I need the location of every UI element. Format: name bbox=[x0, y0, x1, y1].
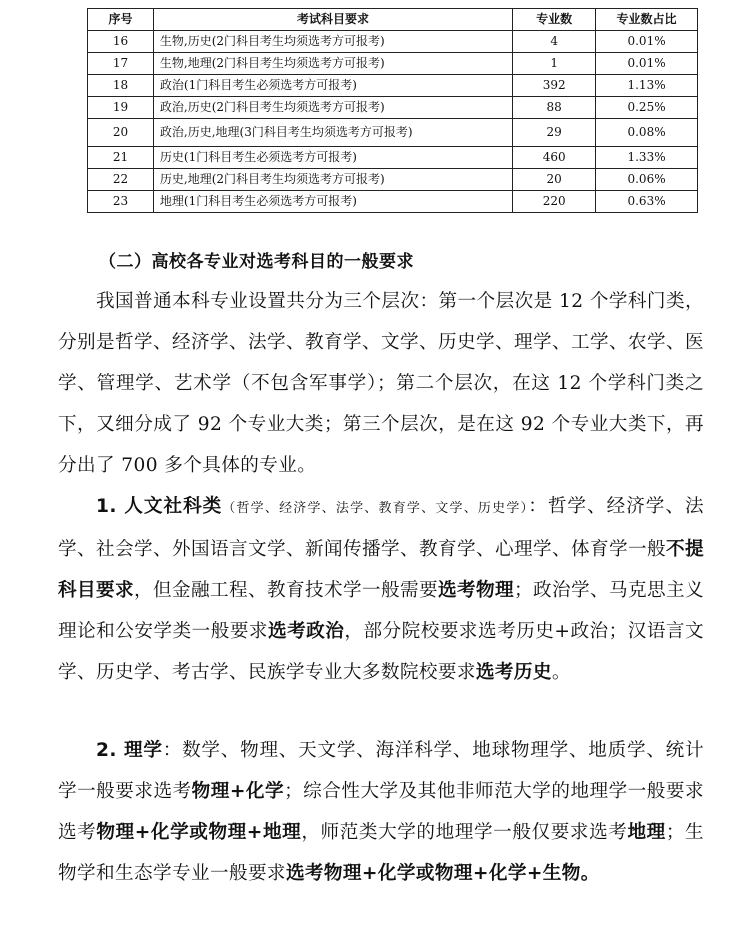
science-bold-3: 地理 bbox=[627, 822, 666, 843]
cell-count: 88 bbox=[513, 97, 596, 119]
intro-paragraph: 我国普通本科专业设置共分为三个层次：第一个层次是 12 个学科门类，分别是哲学、经济学、法学、教育学、文学、历史学、理学、工学、农学、医学、管理学、艺术学（不包含军事学）；第二个层次，在这 12 个学科门类之下，又细分成了 92 个专业大类；第三个层次，是在这 92 个专业大类下，再分出了 700 多个具体的专业。 bbox=[58, 291, 704, 476]
cell-percent: 0.06% bbox=[596, 169, 698, 191]
cell-no: 16 bbox=[88, 31, 154, 53]
table-row bbox=[88, 75, 698, 97]
header-percent: 专业数占比 bbox=[596, 9, 698, 31]
science-bold-4: 选考物理+化学或物理+化学+生物。 bbox=[285, 863, 600, 884]
humanities-text-2: ，但金融工程、教育技术学一般需要 bbox=[134, 580, 438, 601]
cell-requirement: 生物,历史(2门科目考生均须选考方可报考) bbox=[153, 31, 512, 53]
header-no: 序号 bbox=[88, 9, 154, 31]
cell-requirement: 生物,地理(2门科目考生均须选考方可报考) bbox=[153, 53, 512, 75]
table-row bbox=[88, 147, 698, 169]
cell-count: 392 bbox=[513, 75, 596, 97]
cell-count: 220 bbox=[513, 191, 596, 213]
cell-no: 19 bbox=[88, 97, 154, 119]
science-text-4: ；生物学和生态学专业一般要求 bbox=[58, 822, 704, 884]
table-row bbox=[88, 119, 698, 147]
cell-count: 4 bbox=[513, 31, 596, 53]
humanities-text-3: ；政治学、马克思主义理论和公安学类一般要求 bbox=[58, 580, 704, 642]
humanities-bold-3: 选考政治 bbox=[268, 621, 345, 642]
cell-percent: 0.01% bbox=[596, 31, 698, 53]
table-row bbox=[88, 97, 698, 119]
science-bold-1: 物理+化学 bbox=[191, 781, 285, 802]
table-header-row bbox=[88, 9, 698, 31]
science-title: 2. 理学 bbox=[96, 740, 163, 761]
cell-requirement: 政治,历史,地理(3门科目考生均须选考方可报考) bbox=[153, 119, 512, 147]
section-heading: （二）高校各专业对选考科目的一般要求 bbox=[99, 252, 414, 272]
cell-count: 1 bbox=[513, 53, 596, 75]
cell-percent: 0.08% bbox=[596, 119, 698, 147]
cell-no: 23 bbox=[88, 191, 154, 213]
cell-no: 20 bbox=[88, 119, 154, 147]
humanities-scope: （哲学、经济学、法学、教育学、文学、历史学） bbox=[222, 501, 529, 516]
table-row bbox=[88, 169, 698, 191]
cell-percent: 0.01% bbox=[596, 53, 698, 75]
cell-requirement: 历史,地理(2门科目考生均须选考方可报考) bbox=[153, 169, 512, 191]
cell-no: 22 bbox=[88, 169, 154, 191]
cell-no: 18 bbox=[88, 75, 154, 97]
cell-requirement: 政治,历史(2门科目考生均须选考方可报考) bbox=[153, 97, 512, 119]
header-count: 专业数 bbox=[513, 9, 596, 31]
science-paragraph bbox=[58, 730, 704, 894]
humanities-bold-1: 不提科目要求 bbox=[58, 539, 704, 601]
cell-count: 20 bbox=[513, 169, 596, 191]
cell-requirement: 历史(1门科目考生必须选考方可报考) bbox=[153, 147, 512, 169]
cell-no: 21 bbox=[88, 147, 154, 169]
cell-requirement: 政治(1门科目考生必须选考方可报考) bbox=[153, 75, 512, 97]
table-row bbox=[88, 31, 698, 53]
table-row bbox=[88, 191, 698, 213]
science-text-1: ：数学、物理、天文学、海洋科学、地球物理学、地质学、统计学一般要求选考 bbox=[58, 740, 704, 802]
humanities-text-5: 。 bbox=[551, 662, 571, 683]
humanities-text-1: ：哲学、经济学、法学、社会学、外国语言文学、新闻传播学、教育学、心理学、体育学一般 bbox=[58, 496, 704, 560]
header-requirement: 考试科目要求 bbox=[153, 9, 512, 31]
cell-percent: 0.63% bbox=[596, 191, 698, 213]
humanities-paragraph bbox=[58, 486, 704, 693]
cell-requirement: 地理(1门科目考生必须选考方可报考) bbox=[153, 191, 512, 213]
science-text-2: ；综合性大学及其他非师范大学的地理学一般要求选考 bbox=[58, 781, 704, 843]
humanities-title: 1. 人文社科类 bbox=[96, 496, 223, 517]
subject-requirements-table bbox=[87, 8, 698, 213]
science-bold-2: 物理+化学或物理+地理 bbox=[96, 822, 302, 843]
cell-percent: 0.25% bbox=[596, 97, 698, 119]
humanities-bold-2: 选考物理 bbox=[437, 580, 514, 601]
table-row bbox=[88, 53, 698, 75]
humanities-bold-4: 选考历史 bbox=[475, 662, 552, 683]
science-text-3: ，师范类大学的地理学一般仅要求选考 bbox=[301, 822, 628, 843]
cell-count: 460 bbox=[513, 147, 596, 169]
cell-no: 17 bbox=[88, 53, 154, 75]
cell-percent: 1.33% bbox=[596, 147, 698, 169]
cell-percent: 1.13% bbox=[596, 75, 698, 97]
cell-count: 29 bbox=[513, 119, 596, 147]
humanities-text-4: ，部分院校要求选考历史+政治；汉语言文学、历史学、考古学、民族学专业大多数院校要求 bbox=[58, 621, 704, 683]
